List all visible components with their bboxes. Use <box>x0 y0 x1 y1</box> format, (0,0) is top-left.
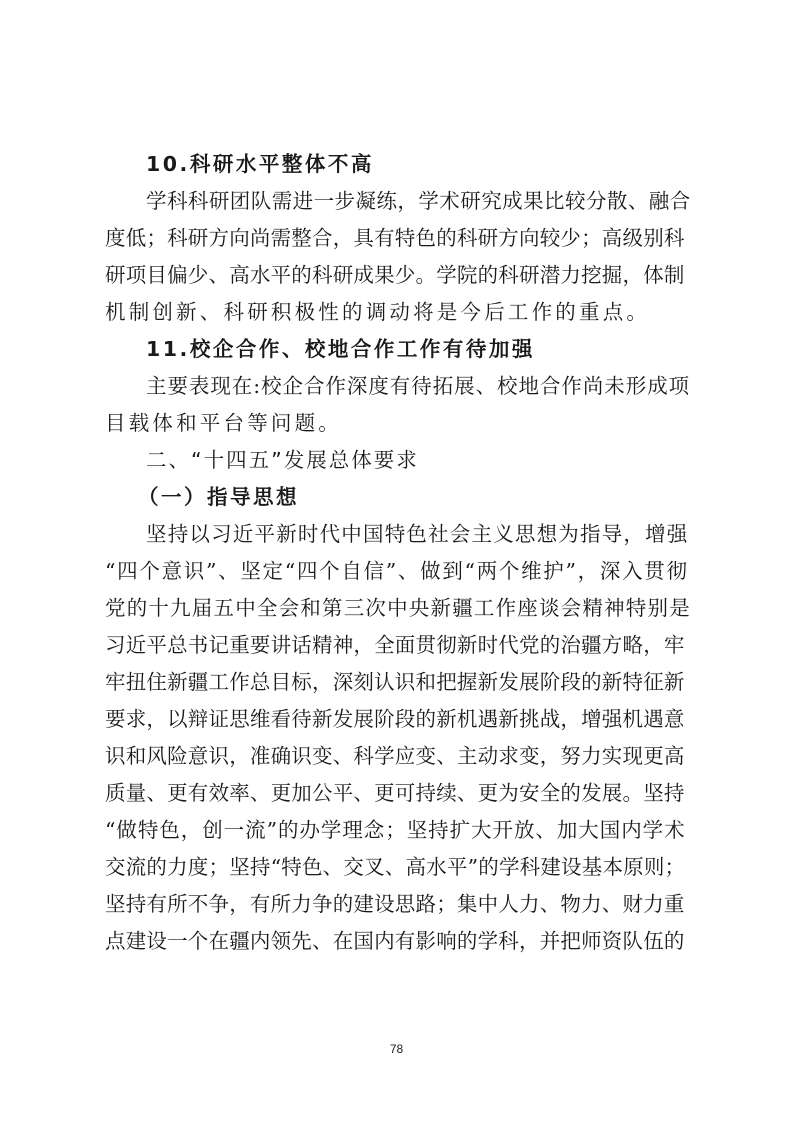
paragraph-line: 点建设一个在疆内领先、在国内有影响的学科，并把师资队伍的 <box>105 929 685 953</box>
subsection-heading: （一）指导思想 <box>138 485 299 509</box>
paragraph-line: 坚持以习近平新时代中国特色社会主义思想为指导，增强 <box>146 522 689 546</box>
paragraph-line: 机制创新、科研积极性的调动将是今后工作的重点。 <box>105 300 651 324</box>
subheading-11: 11.校企合作、校地合作工作有待加强 <box>146 337 535 361</box>
paragraph-line: 目载体和平台等问题。 <box>105 411 342 435</box>
paragraph-line: 坚持有所不争，有所力争的建设思路；集中人力、物力、财力重 <box>105 892 685 916</box>
paragraph-line: 学科科研团队需进一步凝练，学术研究成果比较分散、融合 <box>146 189 691 213</box>
paragraph-line: “四个意识”、坚定“四个自信”、做到“两个维护”，深入贯彻 <box>105 559 689 583</box>
paragraph-line: 习近平总书记重要讲话精神，全面贯彻新时代党的治疆方略，牢 <box>105 633 685 657</box>
paragraph-line: 要求，以辩证思维看待新发展阶段的新机遇新挑战，增强机遇意 <box>105 707 685 731</box>
page-number: 78 <box>389 1042 404 1056</box>
paragraph-line: 研项目偏少、高水平的科研成果少。学院的科研潜力挖掘，体制 <box>105 263 685 287</box>
paragraph-line: 党的十九届五中全会和第三次中央新疆工作座谈会精神特别是 <box>105 596 691 620</box>
paragraph-line: 质量、更有效率、更加公平、更可持续、更为安全的发展。坚持 <box>105 781 685 805</box>
paragraph-line: 识和风险意识，准确识变、科学应变、主动求变，努力实现更高 <box>105 744 685 768</box>
paragraph-line: “做特色，创一流”的办学理念；坚持扩大开放、加大国内学术 <box>105 818 686 842</box>
subheading-10: 10.科研水平整体不高 <box>146 152 374 176</box>
section-heading: 二、“十四五”发展总体要求 <box>146 448 419 472</box>
paragraph-line: 牢扭住新疆工作总目标，深刻认识和把握新发展阶段的新特征新 <box>105 670 685 694</box>
paragraph-line: 度低；科研方向尚需整合，具有特色的科研方向较少；高级别科 <box>105 226 685 250</box>
paragraph-line: 交流的力度；坚持“特色、交叉、高水平”的学科建设基本原则； <box>105 855 686 879</box>
paragraph-line: 主要表现在:校企合作深度有待拓展、校地合作尚未形成项 <box>146 374 691 398</box>
